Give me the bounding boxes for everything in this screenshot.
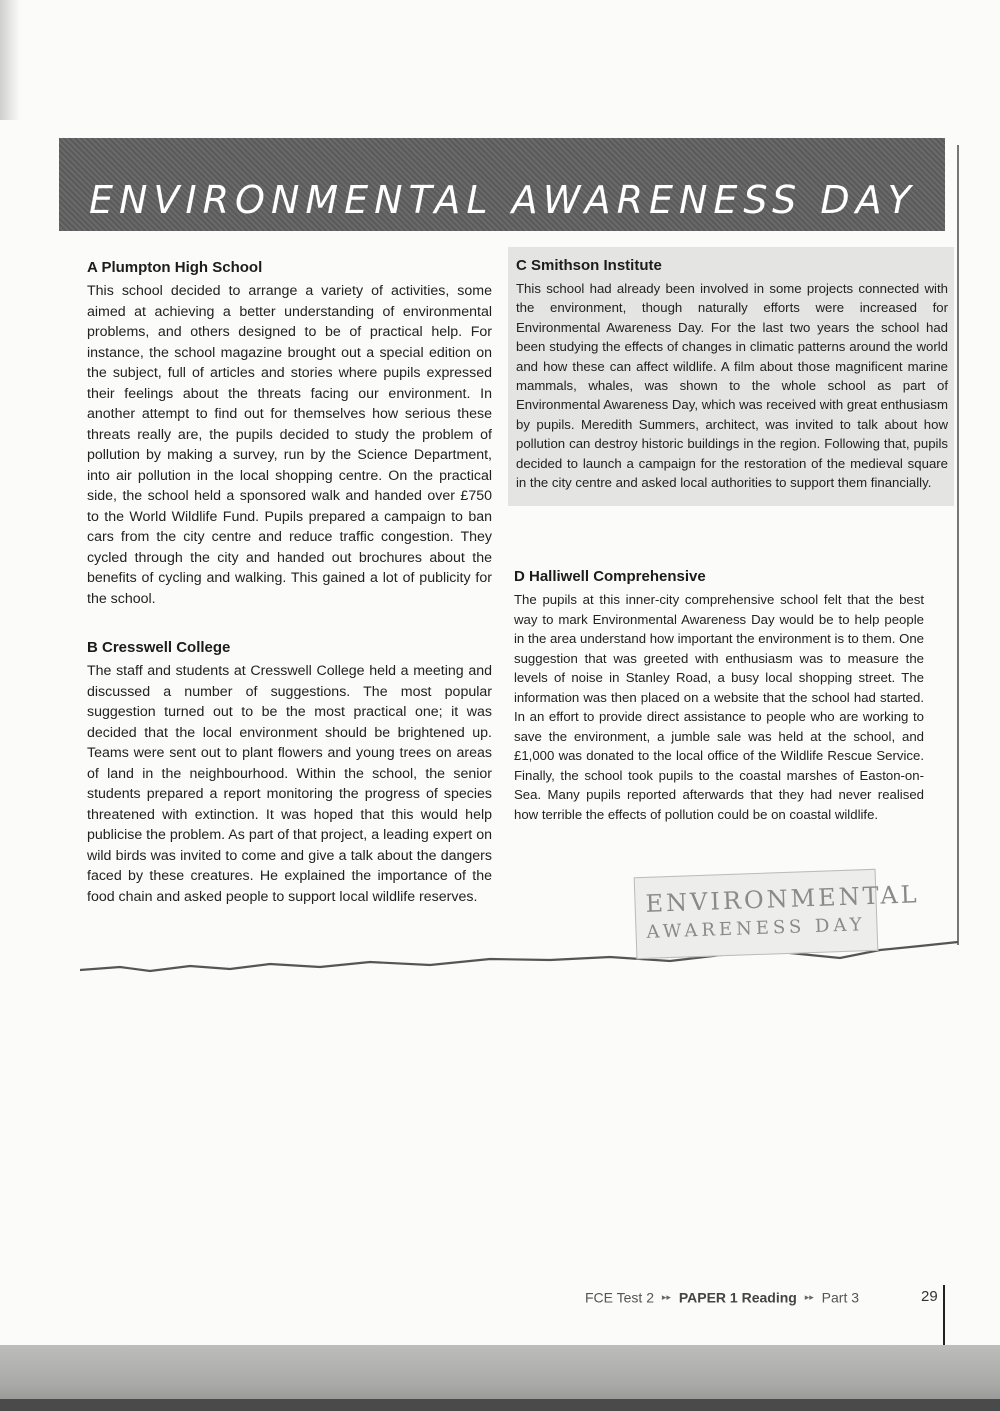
scan-bottom-edge — [0, 1399, 1000, 1411]
page-title: ENVIRONMENTAL AWARENESS DAY — [89, 178, 917, 222]
page-footer — [585, 1288, 945, 1310]
footer-part-label: Part 3 — [821, 1289, 860, 1306]
stamp-line-2: AWARENESS DAY — [646, 914, 866, 943]
footer-arrow-icon: ▸▸ — [804, 1291, 814, 1302]
page-edge-shadow — [0, 0, 20, 120]
section-d-body: The pupils at this inner-city comprehensive school felt that the best way to mark Environmental Awareness Day would be to help people in the area understand how important the environment is to them. One suggestion that was greeted with enthusiasm was to measure the levels of noise in Stanley Road, a busy local shopping street. The information was then placed on a website that the school had started. In an effort to provide direct assistance to people who are working to save the environment, a jumble sale was held at the school, and £1,000 was donated to the local office of the Wildlife Rescue Service. Finally, the school took pupils to the coastal marshes of Easton-on-Sea. Many pupils reported afterwards that they had never realised how terrible the effects of pollution could be on coastal wildlife. — [514, 592, 924, 822]
section-c-heading: C Smithson Institute — [516, 257, 662, 274]
awareness-day-stamp — [634, 869, 921, 959]
section-a — [87, 258, 492, 609]
footer-test-label: FCE Test 2 — [585, 1289, 654, 1306]
section-d — [514, 567, 924, 824]
scan-bottom-band — [0, 1345, 1000, 1411]
section-b-heading: B Cresswell College — [87, 639, 231, 656]
footer-rule — [943, 1285, 945, 1347]
section-b — [87, 638, 492, 907]
section-a-heading: A Plumpton High School — [87, 259, 263, 276]
column-divider — [957, 145, 959, 945]
section-c — [508, 247, 954, 506]
title-banner — [59, 138, 945, 231]
section-b-body: The staff and students at Cresswell College held a meeting and discussed a number of suggestions. The most popular suggestion turned out to be the most practical one; it was decided that the local environment should be brightened up. Teams were sent out to plant flowers and young trees on areas of land in the neighbourhood. Within the school, the senior students prepared a report monitoring the progress of species threatened with extinction. It was hoped that this would help publicise the problem. As part of that project, a leading expert on wild birds was invited to come and give a talk about the dangers faced by these creatures. He explained the importance of the food chain and asked people to support local wildlife reserves. — [87, 663, 492, 905]
section-a-body: This school decided to arrange a variety of activities, some aimed at achieving a better understanding of environmental problems, and others designed to be of practical help. For instance, the school magazine brought out a special edition on the subject, full of articles and stories where pupils expressed their feelings about the threats facing our environment. In another attempt to find out for themselves how serious these threats really are, the pupils decided to study the problem of pollution by making a survey, run by the Science Department, into air pollution in the local shopping centre. On the practical side, the school held a sponsored walk and handed over £750 to the World Wildlife Fund. Pupils prepared a campaign to ban cars from the city centre and reduce traffic congestion. They cycled through the city and handed out brochures about the benefits of cycling and walking. This gained a lot of publicity for the school. — [87, 283, 492, 607]
footer-paper-label: PAPER 1 — [678, 1289, 738, 1306]
section-d-heading: D Halliwell Comprehensive — [514, 568, 706, 585]
stamp-line-1: ENVIRONMENTAL — [645, 880, 921, 918]
footer-reading-label: Reading — [741, 1289, 797, 1306]
footer-arrow-icon: ▸▸ — [661, 1291, 671, 1302]
section-c-body: This school had already been involved in some projects connected with the environment, though naturally efforts were increased for Environmental Awareness Day. For the last two years the school had been studying the effects of changes in climatic patterns around the world and how these can affect wildlife. A film about those magnificent marine mammals, whales, was shown to the whole school as part of Environmental Awareness Day, which was received with great enthusiasm by pupils. Meredith Summers, architect, was invited to talk about how pollution can destroy historic buildings in the region. Following that, pupils decided to launch a campaign for the restoration of the medieval square in the city centre and asked local authorities to support them financially. — [516, 281, 948, 491]
page-number: 29 — [921, 1288, 938, 1305]
